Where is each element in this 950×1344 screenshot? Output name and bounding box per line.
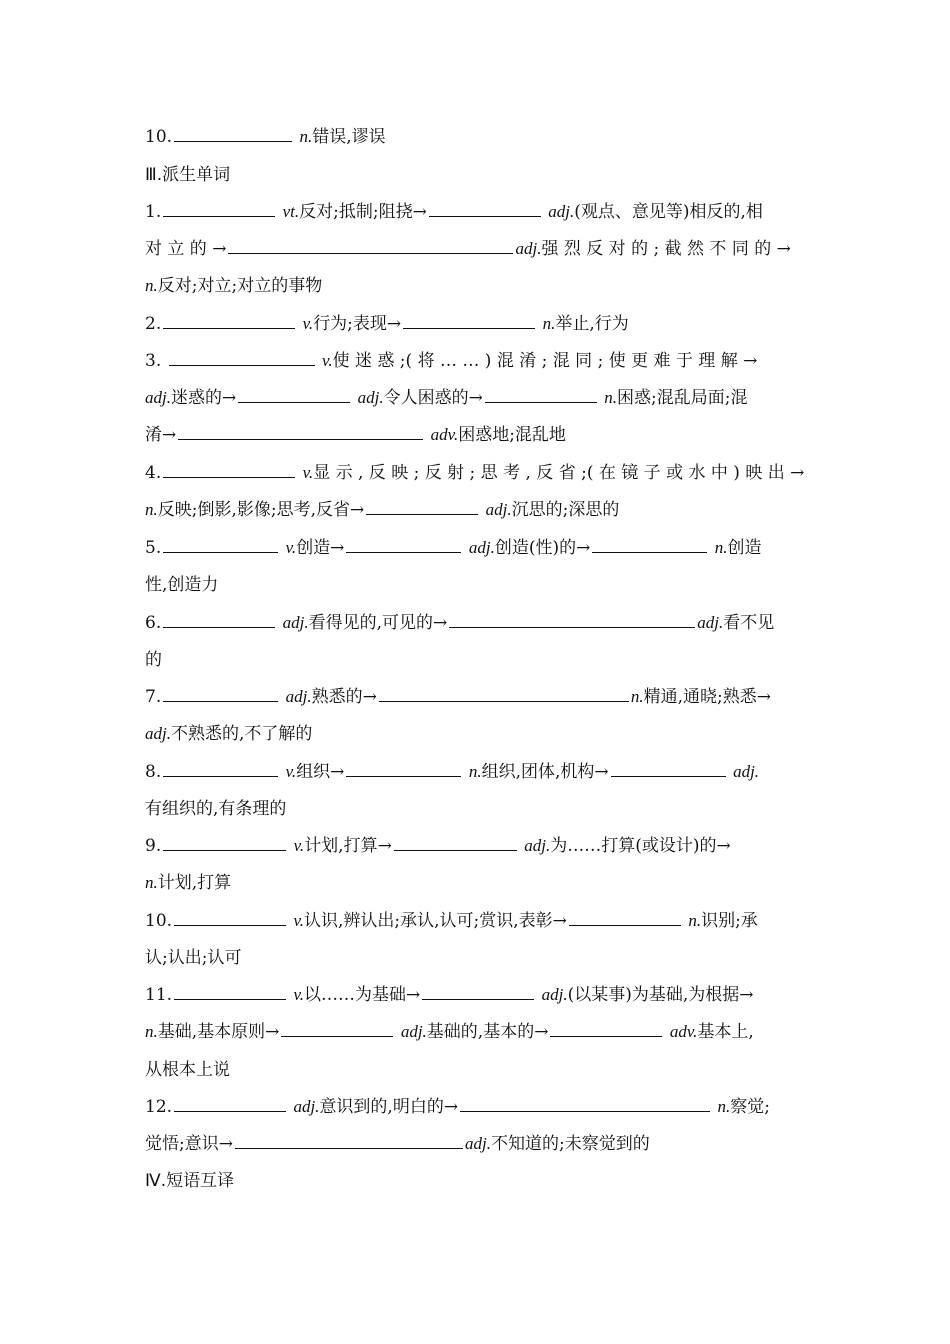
item-10-prev: 10. n.错误,谬误 bbox=[145, 124, 810, 150]
section-heading-derivatives: Ⅲ.派生单词 bbox=[145, 165, 231, 185]
answer-blank[interactable] bbox=[569, 908, 681, 926]
answer-blank[interactable] bbox=[346, 535, 461, 553]
answer-blank[interactable] bbox=[235, 1131, 463, 1149]
answer-blank[interactable] bbox=[178, 422, 423, 440]
answer-blank[interactable] bbox=[429, 199, 541, 217]
answer-blank[interactable] bbox=[169, 348, 315, 366]
item-4-line-1: 4. v.显 示 , 反 映 ; 反 射 ; 思 考 , 反 省 ;( 在 镜 子 或 水 中 ) 映 出 → bbox=[145, 460, 810, 486]
answer-blank[interactable] bbox=[163, 833, 286, 851]
answer-blank[interactable] bbox=[460, 1094, 710, 1112]
answer-blank[interactable] bbox=[174, 1094, 286, 1112]
answer-blank[interactable] bbox=[366, 497, 478, 515]
item-12-line-1: 12. adj.意识到的,明白的→ n.察觉; bbox=[145, 1094, 810, 1120]
answer-blank[interactable] bbox=[163, 460, 295, 478]
item-4-line-2: n.反映;倒影,影像;思考,反省→ adj.沉思的;深思的 bbox=[145, 497, 810, 523]
item-1-line-2: 对 立 的 → adj.强 烈 反 对 的 ; 截 然 不 同 的 → bbox=[145, 236, 810, 262]
answer-blank[interactable] bbox=[379, 684, 629, 702]
item-9-line-2: n.计划,打算 bbox=[145, 873, 232, 893]
answer-blank[interactable] bbox=[163, 759, 278, 777]
item-7-line-1: 7. adj.熟悉的→ n.精通,通晓;熟悉→ bbox=[145, 684, 810, 710]
answer-blank[interactable] bbox=[228, 236, 513, 254]
answer-blank[interactable] bbox=[163, 610, 275, 628]
answer-blank[interactable] bbox=[174, 982, 286, 1000]
answer-blank[interactable] bbox=[163, 311, 295, 329]
section-heading-phrases: Ⅳ.短语互译 bbox=[145, 1171, 235, 1191]
answer-blank[interactable] bbox=[174, 908, 286, 926]
item-3-line-1: 3. v.使 迷 惑 ;( 将 … … ) 混 淆 ; 混 同 ; 使 更 难 于 理 解 → bbox=[145, 348, 810, 374]
answer-blank[interactable] bbox=[174, 124, 292, 142]
item-5-line-1: 5. v.创造→ adj.创造(性)的→ n.创造 bbox=[145, 535, 810, 561]
item-1-line-1: 1. vt.反对;抵制;阻挠→ adj.(观点、意见等)相反的,相 bbox=[145, 199, 810, 225]
item-8-line-1: 8. v.组织→ n.组织,团体,机构→ adj. bbox=[145, 759, 810, 785]
item-9-line-1: 9. v.计划,打算→ adj.为……打算(或设计)的→ bbox=[145, 833, 810, 859]
item-5-line-2: 性,创造力 bbox=[145, 575, 219, 595]
answer-blank[interactable] bbox=[163, 199, 275, 217]
item-11-line-2: n.基础,基本原则→ adj.基础的,基本的→ adv.基本上, bbox=[145, 1019, 810, 1045]
item-12-line-2: 觉悟;意识→ adj.不知道的;未察觉到的 bbox=[145, 1131, 810, 1157]
answer-blank[interactable] bbox=[611, 759, 726, 777]
item-6-line-1: 6. adj.看得见的,可见的→ adj.看不见 bbox=[145, 610, 810, 636]
item-2-line-1: 2. v.行为;表现→ n.举止,行为 bbox=[145, 311, 810, 337]
answer-blank[interactable] bbox=[485, 385, 597, 403]
item-11-line-3: 从根本上说 bbox=[145, 1060, 230, 1080]
item-3-line-3: 淆→ adv.困惑地;混乱地 bbox=[145, 422, 810, 448]
item-10-line-1: 10. v.认识,辨认出;承认,认可;赏识,表彰→ n.识别;承 bbox=[145, 908, 810, 934]
answer-blank[interactable] bbox=[163, 684, 278, 702]
item-7-line-2: adj.不熟悉的,不了解的 bbox=[145, 724, 313, 744]
answer-blank[interactable] bbox=[238, 385, 350, 403]
item-1-line-3: n.反对;对立;对立的事物 bbox=[145, 276, 323, 296]
answer-blank[interactable] bbox=[550, 1019, 662, 1037]
answer-blank[interactable] bbox=[346, 759, 461, 777]
answer-blank[interactable] bbox=[394, 833, 517, 851]
answer-blank[interactable] bbox=[422, 982, 534, 1000]
answer-blank[interactable] bbox=[592, 535, 707, 553]
item-6-line-2: 的 bbox=[145, 650, 162, 670]
answer-blank[interactable] bbox=[403, 311, 535, 329]
item-10-line-2: 认;认出;认可 bbox=[145, 948, 242, 968]
answer-blank[interactable] bbox=[163, 535, 278, 553]
answer-blank[interactable] bbox=[281, 1019, 393, 1037]
item-3-line-2: adj.迷惑的→ adj.令人困惑的→ n.困惑;混乱局面;混 bbox=[145, 385, 810, 411]
item-8-line-2: 有组织的,有条理的 bbox=[145, 799, 287, 819]
item-11-line-1: 11. v.以……为基础→ adj.(以某事)为基础,为根据→ bbox=[145, 982, 810, 1008]
answer-blank[interactable] bbox=[449, 610, 695, 628]
